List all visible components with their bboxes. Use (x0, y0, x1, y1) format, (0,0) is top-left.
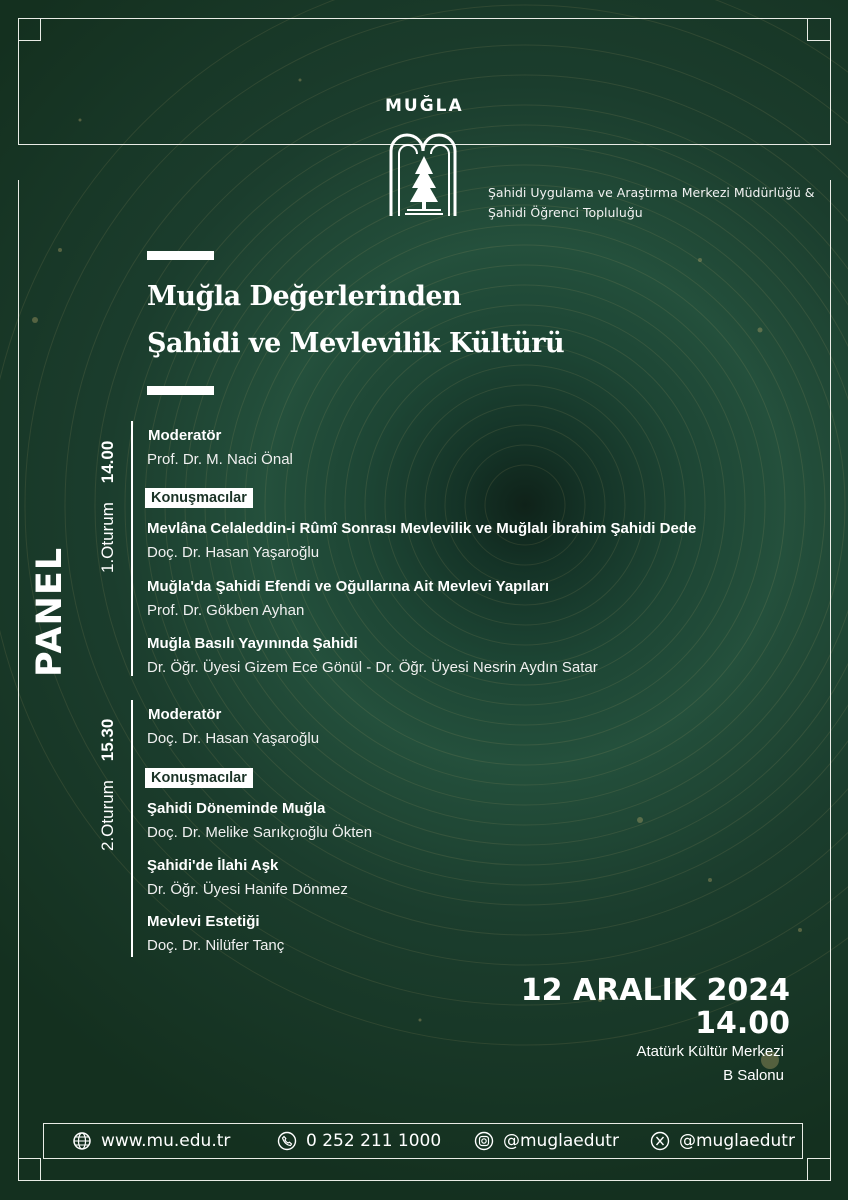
session-2-talk-2-title: Şahidi'de İlahi Aşk (147, 857, 279, 874)
session-2-divider (131, 700, 133, 957)
phone-icon (277, 1131, 297, 1151)
session-1-name: 1.Oturum (98, 502, 117, 573)
corner-ornament (807, 1158, 830, 1181)
panel-label: PANEL (30, 546, 70, 677)
corner-ornament (807, 18, 830, 41)
organizer-text (488, 183, 815, 223)
corner-ornament (18, 18, 41, 41)
session-2-moderator-label: Moderatör (148, 706, 222, 723)
instagram-icon (474, 1131, 494, 1151)
session-1-talk-2-title: Muğla'da Şahidi Efendi ve Oğullarına Ait Mevlevi Yapıları (147, 578, 550, 595)
title-line-1: Muğla Değerlerinden (147, 281, 462, 312)
event-room: B Salonu (723, 1067, 784, 1084)
event-time: 14.00 (695, 1006, 790, 1041)
session-1-moderator: Prof. Dr. M. Naci Önal (147, 451, 293, 468)
session-1-speakers-tag: Konuşmacılar (145, 488, 253, 508)
session-1-time: 14.00 (98, 440, 117, 484)
session-2-name: 2.Oturum (98, 780, 117, 851)
organizer-line-1: Şahidi Uygulama ve Araştırma Merkezi Müdürlüğü & (488, 185, 815, 200)
x-icon (650, 1131, 670, 1151)
organizer-line-2: Şahidi Öğrenci Topluluğu (488, 205, 643, 220)
session-1-talk-1-speaker: Doç. Dr. Hasan Yaşaroğlu (147, 544, 320, 561)
session-2-talk-1-speaker: Doç. Dr. Melike Sarıkçıoğlu Ökten (147, 824, 373, 841)
session-1-heading (98, 440, 120, 573)
session-2-talk-3-speaker: Doç. Dr. Nilüfer Tanç (147, 937, 285, 954)
footer-website[interactable] (72, 1131, 230, 1151)
website-text: www.mu.edu.tr (101, 1131, 231, 1151)
session-1-talk-3-title: Muğla Basılı Yayınında Şahidi (147, 635, 358, 652)
footer-x[interactable] (650, 1131, 795, 1151)
session-1-talk-1-title: Mevlâna Celaleddin-i Rûmî Sonrası Mevlevilik ve Muğlalı İbrahim Şahidi Dede (147, 520, 697, 537)
footer-phone[interactable] (277, 1131, 441, 1151)
x-text: @muglaedutr (679, 1131, 795, 1151)
session-2-moderator: Doç. Dr. Hasan Yaşaroğlu (147, 730, 320, 747)
footer-bar (43, 1123, 803, 1159)
university-logo (385, 96, 463, 231)
event-date: 12 ARALIK 2024 (520, 973, 790, 1008)
title-bar-bottom (147, 386, 214, 395)
event-venue: Atatürk Kültür Merkezi (636, 1043, 784, 1060)
footer-instagram[interactable] (474, 1131, 619, 1151)
session-1-moderator-label: Moderatör (148, 427, 222, 444)
session-2-talk-3-title: Mevlevi Estetiği (147, 913, 260, 930)
session-1-divider (131, 421, 133, 676)
title-line-2: Şahidi ve Mevlevilik Kültürü (147, 328, 565, 359)
session-2-talk-1-title: Şahidi Döneminde Muğla (147, 800, 326, 817)
session-2-speakers-tag: Konuşmacılar (145, 768, 253, 788)
logo-emblem-icon (385, 116, 463, 226)
session-2-time: 15.30 (98, 718, 117, 762)
session-2-talk-2-speaker: Dr. Öğr. Üyesi Hanife Dönmez (147, 881, 348, 898)
session-2-heading (98, 718, 120, 851)
title-bar-top (147, 251, 214, 260)
instagram-text: @muglaedutr (503, 1131, 619, 1151)
session-1-talk-2-speaker: Prof. Dr. Gökben Ayhan (147, 602, 305, 619)
logo-wordmark: MUĞLA (385, 96, 464, 116)
session-1-talk-3-speaker: Dr. Öğr. Üyesi Gizem Ece Gönül - Dr. Öğr. Üyesi Nesrin Aydın Satar (147, 659, 598, 676)
corner-ornament (18, 1158, 41, 1181)
globe-icon (72, 1131, 92, 1151)
phone-text: 0 252 211 1000 (306, 1131, 442, 1151)
